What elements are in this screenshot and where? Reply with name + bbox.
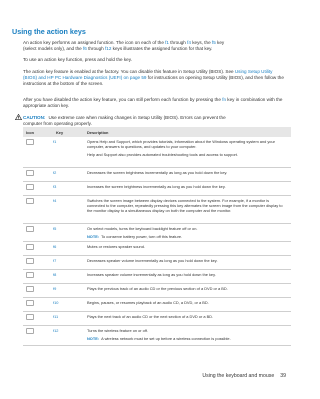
key-description-cell — [84, 311, 291, 325]
key-description-cell — [84, 297, 291, 311]
note — [87, 336, 288, 341]
key-description-cell — [84, 283, 291, 297]
description-text: Help and Support also provides automated troubleshooting tools and access to support. — [87, 152, 238, 157]
key-icon-cell — [23, 241, 53, 255]
key-ref-f12: f12 — [105, 46, 112, 52]
intro-paragraph-4 — [23, 97, 285, 109]
key-description-cell — [84, 181, 291, 195]
key-icon-cell — [23, 325, 53, 345]
key-name-cell: f8 — [53, 269, 84, 283]
key-icon-cell — [23, 255, 53, 269]
warning-icon — [15, 114, 22, 120]
key-name-cell: f4 — [53, 195, 84, 223]
table-row — [23, 137, 291, 167]
table-row — [23, 325, 291, 345]
description-text: Plays the next track of an audio CD or the next section of a DVD or a BD. — [87, 313, 214, 319]
note-text: A wireless network must be set up before a wireless connection is possible. — [101, 335, 231, 341]
header-icon: Icon — [23, 127, 53, 137]
key-ref-f6: f6 — [83, 46, 87, 52]
text: key in combination with the appropriate action key. — [23, 97, 283, 109]
note-label: NOTE: — [87, 335, 100, 341]
intro-paragraph-2: To use an action key function, press and hold the key. — [23, 57, 132, 62]
key-icon-cell — [23, 269, 53, 283]
key-description-cell — [84, 241, 291, 255]
key-icon-cell — [23, 195, 53, 223]
key-name-cell: f2 — [53, 167, 84, 181]
description-text: Turns the wireless feature on or off. — [87, 327, 148, 333]
intro-paragraph-3 — [23, 69, 285, 88]
caution-block — [15, 114, 287, 127]
caution-text-line1: Use extreme care when making changes in Setup Utility (BIOS). Errors can prevent the — [48, 115, 226, 120]
key-name-cell: f3 — [53, 181, 84, 195]
key-name-cell: f11 — [53, 311, 84, 325]
key-icon-cell — [23, 137, 53, 167]
action-key-icon — [26, 139, 34, 145]
key-name-cell: f10 — [53, 297, 84, 311]
header-key: Key — [53, 127, 84, 137]
text: key — [215, 40, 225, 45]
key-name-cell: f5 — [53, 223, 84, 241]
table-body — [23, 137, 291, 345]
action-key-icon — [26, 198, 34, 204]
action-key-icon — [26, 184, 34, 190]
key-icon-cell — [23, 283, 53, 297]
action-key-icon — [26, 300, 34, 306]
header-description: Description — [84, 127, 291, 137]
key-ref-f5: f5 — [211, 40, 216, 45]
description-text: Begins, pauses, or resumes playback of an audio CD, a DVD, or a BD. — [87, 299, 209, 305]
table-row — [23, 297, 291, 311]
page-number: 39 — [280, 373, 286, 379]
table-row — [23, 181, 291, 195]
text: through — [169, 40, 188, 45]
key-name-cell: f6 — [53, 241, 84, 255]
page-footer — [202, 373, 286, 379]
description-text: Mutes or restores speaker sound. — [87, 243, 145, 249]
text: An action key performs an assigned function. The icon on each of the — [23, 40, 166, 45]
footer-text: Using the keyboard and mouse — [202, 373, 275, 379]
key-name-cell: f9 — [53, 283, 84, 297]
key-name-cell: f7 — [53, 255, 84, 269]
key-description-cell — [84, 325, 291, 345]
action-key-icon — [26, 314, 34, 320]
table-row — [23, 311, 291, 325]
intro-paragraph-1 — [23, 40, 285, 52]
action-key-icon — [26, 226, 34, 232]
table-row — [23, 241, 291, 255]
description-text: Switches the screen image between display devices connected to the system. For example, if a monitor is connected to the computer, repeatedly pressing this key alternates the screen image from the computer display to the monitor display to a simultaneous display on both the computer and the monitor. — [87, 197, 283, 213]
key-icon-cell — [23, 181, 53, 195]
key-name-cell: f1 — [53, 137, 84, 167]
key-description-cell — [84, 255, 291, 269]
setup-utility-link[interactable]: Using Setup Utility (BIOS) and HP PC Hardware Diagnostics (UEFI) on page 59 — [23, 69, 273, 81]
key-ref-f4: f4 — [187, 40, 191, 45]
description-text: Plays the previous track of an audio CD or the previous section of a DVD or a BD. — [87, 285, 228, 291]
key-icon-cell — [23, 311, 53, 325]
description-text: Increases the screen brightness incrementally as long as you hold down the key. — [87, 183, 226, 189]
key-icon-cell — [23, 297, 53, 311]
text: for instructions on opening Setup Utility (BIOS), and then follow the instructions at the bottom of the screen. — [23, 75, 284, 87]
key-description-cell — [84, 269, 291, 283]
key-description-cell — [84, 167, 291, 181]
key-name-cell: f12 — [53, 325, 84, 345]
action-key-icon — [26, 328, 34, 334]
key-icon-cell — [23, 223, 53, 241]
note-text: To conserve battery power, turn off this feature. — [101, 233, 183, 239]
caution-text-line2: computer from operating properly. — [23, 121, 92, 127]
description-text: Decreases the screen brightness incrementally as long as you hold down the key. — [87, 169, 228, 175]
text: through — [86, 46, 105, 52]
description-text: Increases speaker volume incrementally as long as you hold down the key. — [87, 271, 216, 277]
note — [87, 234, 288, 239]
text: The action key feature is enabled at the factory. You can disable this feature in Setup Utility (BIOS). See — [23, 69, 235, 74]
table-header-row — [23, 127, 291, 137]
key-ref-f1: f1 — [165, 40, 169, 45]
action-key-icon — [26, 170, 34, 176]
description-text: Opens Help and Support, which provides tutorials, information about the Windows operating system and your computer, answers to questions, and updates to your computer. — [87, 139, 275, 149]
text: After you have disabled the action key feature, you can still perform each function by pressing the — [23, 97, 223, 102]
action-key-icon — [26, 258, 34, 264]
text: (select models only), and the — [23, 46, 84, 52]
table-row — [23, 283, 291, 297]
text: keys, the — [190, 40, 212, 45]
table-row — [23, 223, 291, 241]
key-icon-cell — [23, 167, 53, 181]
section-title: Using the action keys — [12, 27, 86, 36]
table-row — [23, 269, 291, 283]
text: keys illustrates the assigned function for that key. — [111, 46, 213, 52]
note-label: NOTE: — [87, 233, 100, 239]
action-key-icon — [26, 272, 34, 278]
action-key-icon — [26, 244, 34, 250]
table-row — [23, 167, 291, 181]
description-text: On select models, turns the keyboard backlight feature off or on. — [87, 225, 198, 231]
description-text: Decreases speaker volume incrementally as long as you hold down the key. — [87, 257, 218, 263]
key-description-cell — [84, 223, 291, 241]
table-row — [23, 255, 291, 269]
action-keys-table — [23, 127, 291, 346]
key-ref-fn: fn — [222, 97, 227, 102]
key-description-cell — [84, 195, 291, 223]
table-row — [23, 195, 291, 223]
key-description-cell — [84, 137, 291, 167]
action-key-icon — [26, 286, 34, 292]
caution-label: CAUTION: — [23, 115, 46, 120]
